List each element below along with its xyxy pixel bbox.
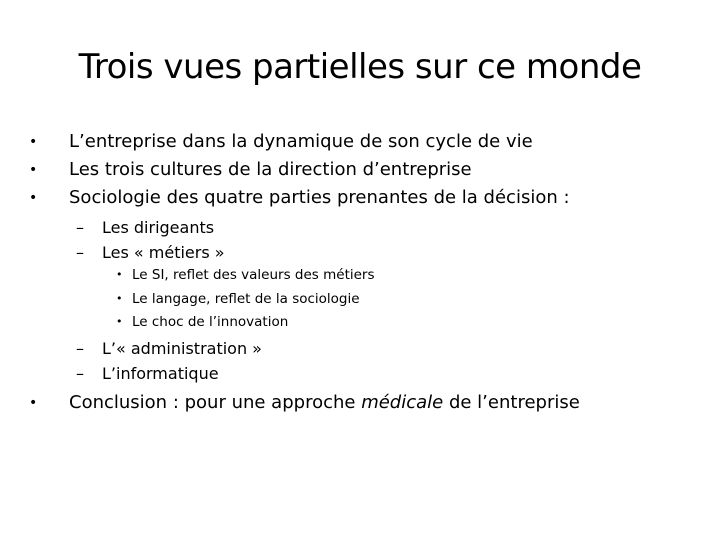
- dash-marker: –: [76, 339, 84, 358]
- list-item-text: L’entreprise dans la dynamique de son cycle de vie: [69, 131, 533, 152]
- sub-list-item-text: L’« administration »: [102, 339, 262, 358]
- sub-sub-list-item: [116, 313, 289, 331]
- dash-marker: –: [76, 364, 84, 383]
- bullet-marker: •: [116, 315, 123, 328]
- bullet-marker: •: [29, 162, 38, 178]
- slide-title: Trois vues partielles sur ce monde: [78, 47, 642, 87]
- sub-list-item: [76, 242, 225, 264]
- conclusion-text-start: Conclusion : pour une approche: [69, 392, 362, 413]
- sub-list-item-text: Les dirigeants: [102, 218, 215, 237]
- sub-list-item-text: Les « métiers »: [102, 243, 225, 262]
- list-item: [29, 186, 570, 210]
- sub-list-item-text: L’informatique: [102, 364, 219, 383]
- bullet-marker: •: [29, 134, 38, 150]
- list-item-conclusion: [29, 391, 580, 415]
- conclusion-text-end: de l’entreprise: [443, 392, 580, 413]
- dash-marker: –: [76, 218, 84, 237]
- bullet-marker: •: [29, 395, 38, 411]
- sub-sub-list-item: [116, 290, 360, 308]
- list-item: [29, 158, 472, 182]
- list-item-text: Les trois cultures de la direction d’entreprise: [69, 159, 472, 180]
- sub-list-item: [76, 217, 215, 239]
- sub-sub-list-item-text: Le SI, reflet des valeurs des métiers: [132, 267, 375, 283]
- sub-sub-list-item: [116, 266, 375, 284]
- dash-marker: –: [76, 243, 84, 262]
- conclusion-emphasis: médicale: [361, 392, 444, 413]
- sub-list-item: [76, 338, 262, 360]
- bullet-marker: •: [29, 190, 38, 206]
- sub-sub-list-item-text: Le choc de l’innovation: [132, 314, 289, 330]
- bullet-marker: •: [116, 268, 123, 281]
- list-item: [29, 130, 533, 154]
- bullet-marker: •: [116, 292, 123, 305]
- list-item-text: Sociologie des quatre parties prenantes de la décision :: [69, 187, 570, 208]
- sub-sub-list-item-text: Le langage, reflet de la sociologie: [132, 291, 360, 307]
- sub-list-item: [76, 363, 219, 385]
